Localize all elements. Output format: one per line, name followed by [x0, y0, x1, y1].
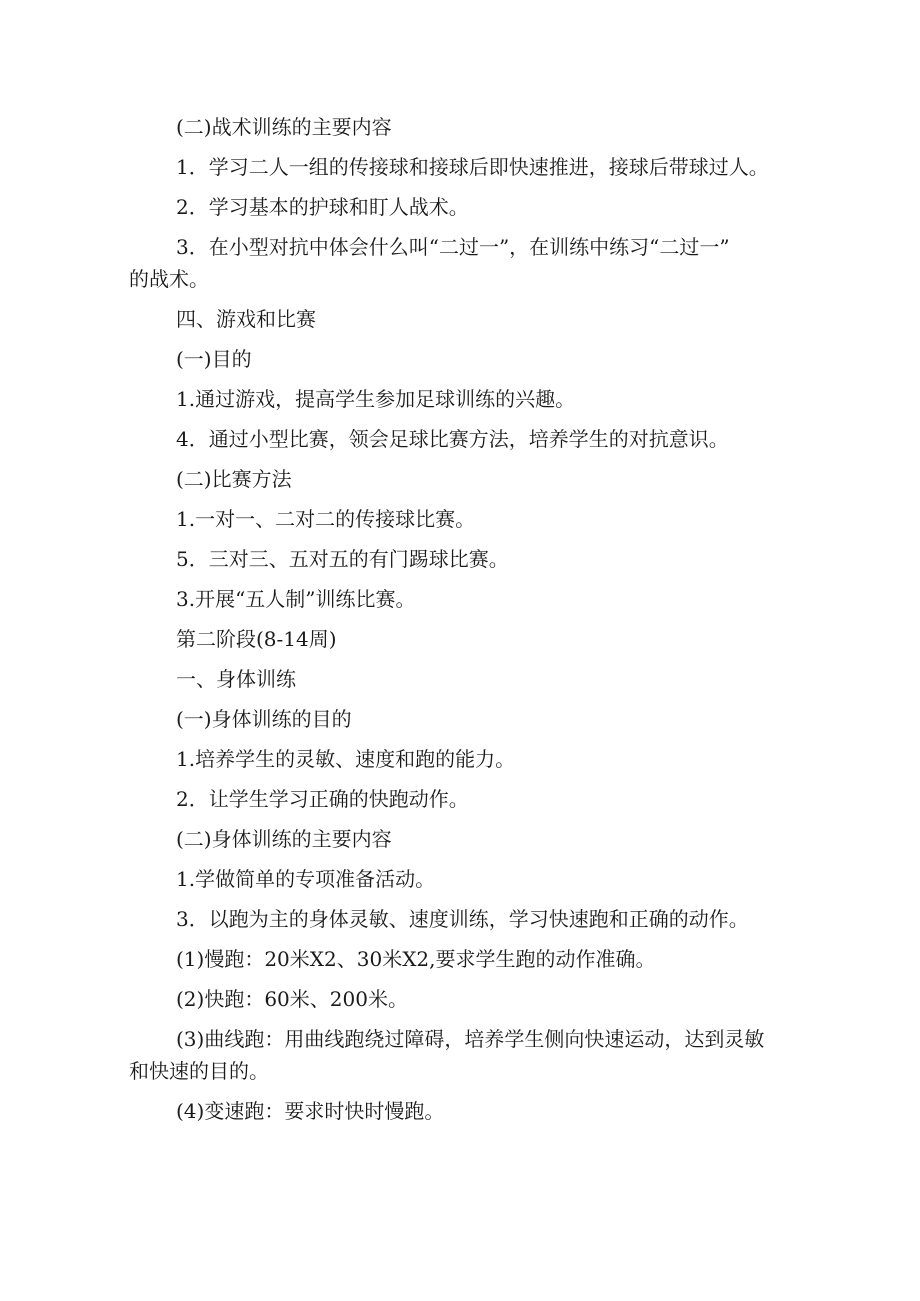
document-body — [129, 113, 780, 1125]
paragraph-line: 3.开展“五人制”训练比赛。 — [176, 587, 416, 611]
paragraph-line: (二)身体训练的主要内容 — [176, 827, 392, 851]
paragraph-line: 的战术。 — [129, 267, 209, 291]
paragraph-line: (1)慢跑：20米X2、30米X2,要求学生跑的动作准确。 — [176, 947, 656, 971]
paragraph-line: 1.通过游戏，提高学生参加足球训练的兴趣。 — [176, 387, 576, 411]
paragraph-line: (3)曲线跑：用曲线跑绕过障碍，培养学生侧向快速运动，达到灵敏 — [176, 1027, 765, 1051]
paragraph-line: 1.学做简单的专项准备活动。 — [176, 867, 436, 891]
paragraph-line: (2)快跑：60米、200米。 — [176, 987, 408, 1011]
paragraph-line: (一)目的 — [176, 347, 252, 371]
paragraph-line: 5．三对三、五对五的有门踢球比赛。 — [176, 547, 509, 571]
paragraph-line: 1.一对一、二对二的传接球比赛。 — [176, 507, 476, 531]
paragraph-line: 3．以跑为主的身体灵敏、速度训练，学习快速跑和正确的动作。 — [176, 907, 749, 931]
paragraph-line: 1.培养学生的灵敏、速度和跑的能力。 — [176, 747, 516, 771]
paragraph-line: 一、身体训练 — [176, 667, 296, 691]
paragraph-line: 第二阶段(8-14周) — [176, 627, 337, 651]
paragraph-line: 1．学习二人一组的传接球和接球后即快速推进，接球后带球过人。 — [176, 155, 769, 179]
paragraph-line: 2．让学生学习正确的快跑动作。 — [176, 787, 469, 811]
paragraph-line: (二)战术训练的主要内容 — [176, 115, 392, 139]
paragraph-line: 和快速的目的。 — [129, 1059, 269, 1083]
paragraph-line: 四、游戏和比赛 — [176, 307, 316, 331]
paragraph-line: 3．在小型对抗中体会什么叫“二过一”，在训练中练习“二过一” — [176, 235, 730, 259]
paragraph-line: (一)身体训练的目的 — [176, 707, 352, 731]
paragraph-line: (4)变速跑：要求时快时慢跑。 — [176, 1099, 445, 1123]
paragraph-line: 4．通过小型比赛，领会足球比赛方法，培养学生的对抗意识。 — [176, 427, 729, 451]
paragraph-line: 2．学习基本的护球和盯人战术。 — [176, 195, 469, 219]
paragraph-line: (二)比赛方法 — [176, 467, 292, 491]
